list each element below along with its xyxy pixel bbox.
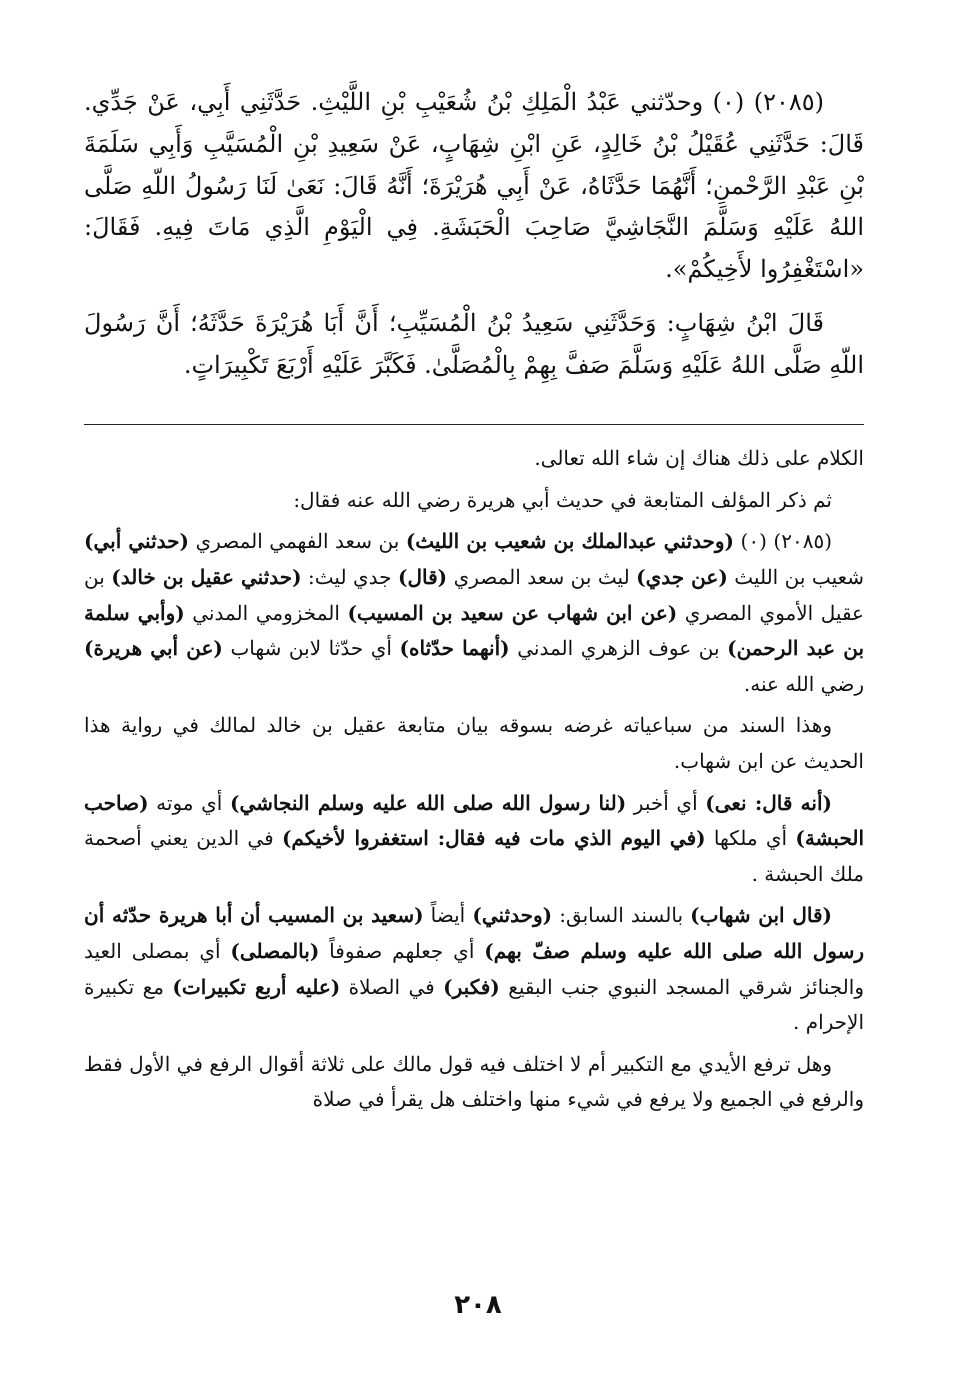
hadith-paragraph-2: قَالَ ابْنُ شِهَابٍ: وَحَدَّثَنِي سَعِيدُ بْنُ الْمُسَيِّبِ؛ أَنَّ أَبَا هُرَيْرَةَ حَدَّثَهُ؛ أَنَّ رَسُولَ اللّهِ صَلَّى اللهُ عَلَيْهِ وَسَلَّمَ صَفَّ بِهِمْ بِالْمُصَلَّىٰ. فَكَبَّرَ عَلَيْهِ أَرْبَعَ تَكْبِيرَاتٍ. [84, 308, 864, 379]
quoted-text: (عن ابن شهاب عن سعيد بن المسيب) [347, 600, 678, 625]
commentary-paragraph-1: الكلام على ذلك هناك إن شاء الله تعالى. [534, 446, 864, 471]
quoted-text: (عن جدي) [636, 565, 728, 590]
text-span: أيضاً [423, 903, 473, 928]
quoted-text: (وحدثني عبدالملك بن شعيب بن الليث) [405, 529, 734, 554]
quoted-text: (وحدثني) [472, 903, 553, 928]
text-span: بن عقيل الأموي المصري [84, 565, 864, 625]
footnote-divider [84, 424, 864, 425]
text-span: بن عوف الزهري المدني [509, 636, 728, 661]
quoted-text: (بالمصلى) [230, 938, 320, 963]
quoted-text: (عليه أربع تكبيرات) [172, 974, 341, 999]
commentary-paragraph-7: وهل ترفع الأيدي مع التكبير أم لا اختلف فيه قول مالك على ثلاثة أقوال الرفع في الأول فقط والرفع في الجميع ولا يرفع في شيء منها واختلف هل يقرأ في صلاة [84, 1051, 864, 1112]
commentary [84, 441, 864, 1118]
text-span: شعيب بن الليث [727, 565, 865, 590]
text-span: بن سعد الفهمي المصري [189, 529, 406, 554]
quoted-text: (قال ابن شهاب) [690, 903, 832, 928]
text-span: أي بمصلى العيد والجنائز شرقي المسجد النبوي جنب البقيع [84, 938, 864, 999]
commentary-paragraph-6 [84, 898, 864, 1040]
quoted-text: (قال) [398, 565, 448, 590]
quoted-text: (سعيد بن المسيب أن أبا هريرة حدّثه أن رسول الله صلى الله عليه وسلم صفّ بهم) [84, 903, 865, 963]
text-span: أي حدّثا لابن شهاب [222, 636, 400, 661]
page-body [84, 82, 864, 1124]
text-span: ليث بن سعد المصري [447, 565, 637, 590]
commentary-paragraph-5 [84, 786, 864, 893]
quoted-text: (صاحب الحبشة) [84, 790, 864, 851]
text-span: أي موته [148, 790, 230, 815]
page-number: ٢٠٨ [454, 1290, 502, 1320]
text-span: في الدين يعني أصحمة ملك الحبشة . [84, 826, 864, 886]
text-span: في الصلاة [340, 974, 444, 999]
quoted-text: (في اليوم الذي مات فيه فقال: استغفروا لأخيكم) [281, 826, 706, 851]
text-span: (٢٠٨٥) (٠) [734, 529, 833, 554]
text-span: بالسند السابق: [552, 903, 691, 928]
quoted-text: (وأبي سلمة بن عبد الرحمن) [84, 600, 865, 661]
text-span: جدي ليث: [301, 565, 398, 590]
commentary-paragraph-2: ثم ذكر المؤلف المتابعة في حديث أبي هريرة رضي الله عنه فقال: [293, 487, 832, 512]
text-span: أي ملكها [705, 826, 796, 851]
quoted-text: (عن أبي هريرة) [84, 636, 223, 661]
hadith-text [84, 82, 864, 386]
quoted-text: (حدثني أبي) [84, 529, 189, 554]
quoted-text: (أنهما حدّثاه) [399, 636, 510, 661]
text-span: أي جعلهم صفوفاً [319, 938, 485, 963]
quoted-text: (حدثني عقيل بن خالد) [111, 565, 302, 590]
text-span: رضي الله عنه. [743, 671, 864, 696]
text-span: المخزومي المدني [184, 600, 348, 625]
hadith-paragraph-1: (٢٠٨٥) (٠) وحدّثني عَبْدُ الْمَلِكِ بْنُ شُعَيْبِ بْنِ اللَّيْثِ. حَدَّثَنِي أَبِي، عَنْ جَدِّي. قَالَ: حَدَّثَنِي عُقَيْلُ بْنُ خَالِدٍ، عَنِ ابْنِ شِهَابٍ، عَنْ سَعِيدِ بْنِ الْمُسَيَّبِ وَأَبِي سَلَمَةَ بْنِ عَبْدِ الرَّحْمنِ؛ أَنَّهُمَا حَدَّثَاهُ، عَنْ أَبِي هُرَيْرَةَ؛ أَنَّهُ قَالَ: نَعَىٰ لَنَا رَسُولُ اللّهِ صَلَّى اللهُ عَلَيْهِ وَسَلَّمَ النَّجَاشِيَّ صَاحِبَ الْحَبَشَةِ. فِي الْيَوْمِ الَّذِي مَاتَ فِيهِ. فَقَالَ: «اسْتَغْفِرُوا لأَخِيكُمْ». [84, 88, 864, 283]
quoted-text: (لنا رسول الله صلى الله عليه وسلم النجاشي) [230, 790, 627, 815]
quoted-text: (أنه قال: نعى) [705, 790, 832, 815]
text-span: مع تكبيرة الإحرام . [84, 974, 864, 1035]
commentary-paragraph-isnad [84, 524, 864, 702]
quoted-text: (فكبر) [443, 974, 500, 999]
commentary-paragraph-4: وهذا السند من سباعياته غرضه بسوقه بيان متابعة عقيل بن خالد لمالك في رواية هذا الحديث عن ابن شهاب. [84, 713, 864, 773]
text-span: أي أخبر [626, 790, 706, 815]
